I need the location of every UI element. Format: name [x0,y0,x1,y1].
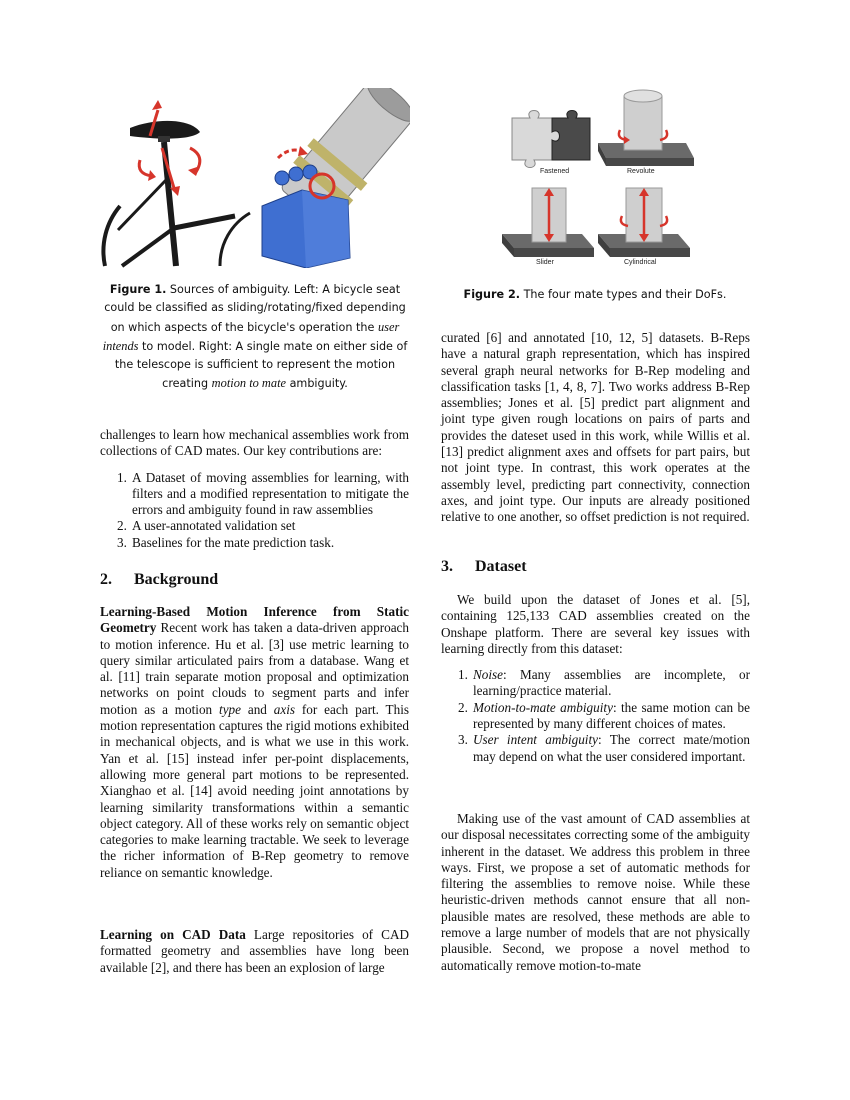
figure-1-caption: Figure 1. Sources of ambiguity. Left: A bicycle seat could be classified as sliding/rotating/fixed depending on which aspects of the bicycle's operation the user intends to model. Right: A single mate on either side of the telescope is sufficient to represent the motion creating motion to mate ambiguity. [102,283,408,391]
left-column [100,427,409,551]
right-paragraph-3: Making use of the vast amount of CAD assemblies at our disposal necessitates correcting some of the ambiguity inherent in the dataset. We address this problem in three ways. First, we propose a set of automatic methods for filtering the assemblies to remove noise. While these heuristic-driven methods cannot ensure that all non-plausible mates are resolved, these methods are able to remove a large number of models that are not physically plausible. Second, we propose a novel method to automatically remove motion-to-mate [441,811,750,973]
section-3-heading: 3. Dataset [441,558,527,575]
cylindrical-diagram [598,188,690,257]
paragraph-heading: Learning on CAD Data [100,927,246,942]
fastened-label: Fastened [540,168,570,175]
revolute-label: Revolute [627,168,655,175]
slider-diagram [502,188,594,257]
list-item: 3. Baselines for the mate prediction task. [117,534,335,550]
right-paragraph-1: curated [6] and annotated [10, 12, 5] datasets. B-Reps have a natural graph representation, which has inspired several graph neural networks for B-Rep modeling and classification tasks [1, 4, 8, 7]. Two works address B-Rep assemblies; Jones et al. [5] predict part alignment and joint type given rough locations on pairs of parts and provides the dateset used in this work, while Willis et al. [13] predict alignment axes and offsets for part pairs, but not joint type. In contrast, this work operates at the assembly level, predicting part connectivity, connection axes, and joint type. Our inputs are already positioned relative to one another, so offset prediction is not required. [441,330,750,525]
right-paragraph-2: We build upon the dataset of Jones et al. [5], containing 125,133 CAD assemblies created on the Onshape platform. There are several key issues with learning directly from this dataset: 1. Noise: Many assemblies are incomplete, or learning/practice material. 2. Motion-to-mate ambiguity: the same motion can be represented by many different choices of mates. 3. User intent ambiguity: The correct mate/motion may depend on what the user considered important. [441,592,751,764]
figure-2-label: Figure 2. [463,288,521,301]
slider-label: Slider [536,259,554,266]
fastened-diagram [512,111,590,168]
intro-paragraph: challenges to learn how mechanical assemblies work from collections of CAD mates. Our key contributions are: [100,427,409,459]
background-paragraph-1: Learning-Based Motion Inference from Static Geometry Recent work has taken a data-driven approach to motion inference. Hu et al. [3] use metric learning to query similar articulated pairs from a database. Wang et al. [11] train separate motion proposal and optimization networks on point clouds to segment parts and infer motion as a motion type and axis for each part. This motion representation captures the rigid motions exhibited in mechanical objects, and is what we use in this work. Yan et al. [15] instead infer per-point displacements, allowing more general part motions to be represented. Xianghao et al. [14] avoid needing joint annotations by learning similarity transformations within a semantic object category. All of these works rely on semantic object categories to make learning tractable. We seek to leverage the richer information of B-Rep geometry to remove reliance on semantic knowledge. [100,604,409,880]
figure-1-image [100,88,410,268]
list-item: 1. A Dataset of moving assemblies for learning, with filters and a modified representation to mitigate the errors and ambiguity found in raw assemblies [117,469,409,518]
telescope-illustration [262,88,410,268]
figure-2-svg [500,88,694,276]
figure-1-label: Figure 1. [109,283,167,296]
bicycle-illustration [103,100,250,266]
figure-1-svg [100,88,410,268]
background-paragraph-2: Learning on CAD Data Large repositories of CAD formatted geometry and assemblies have long been available [2], and there has been an explosion of large [100,927,409,975]
list-item: 3. User intent ambiguity: The correct mate/motion may depend on what the user considered important. [458,732,751,764]
list-item: 2. A user-annotated validation set [117,518,296,534]
contributions-list [100,470,409,551]
revolute-diagram [598,90,694,166]
paragraph-heading: Learning-Based Motion Inference from Static Geometry [100,604,409,636]
list-item: 1. Noise: Many assemblies are incomplete, or learning/practice material. [458,667,750,699]
cylindrical-label: Cylindrical [624,259,657,266]
figure-2-caption: Figure 2. The four mate types and their DoFs. [463,288,727,301]
issues-list [441,667,750,765]
list-item: 2. Motion-to-mate ambiguity: the same motion can be represented by many different choices of mates. [458,699,750,732]
section-2-heading: 2. Background [100,571,219,588]
figure-2-image [500,88,694,276]
